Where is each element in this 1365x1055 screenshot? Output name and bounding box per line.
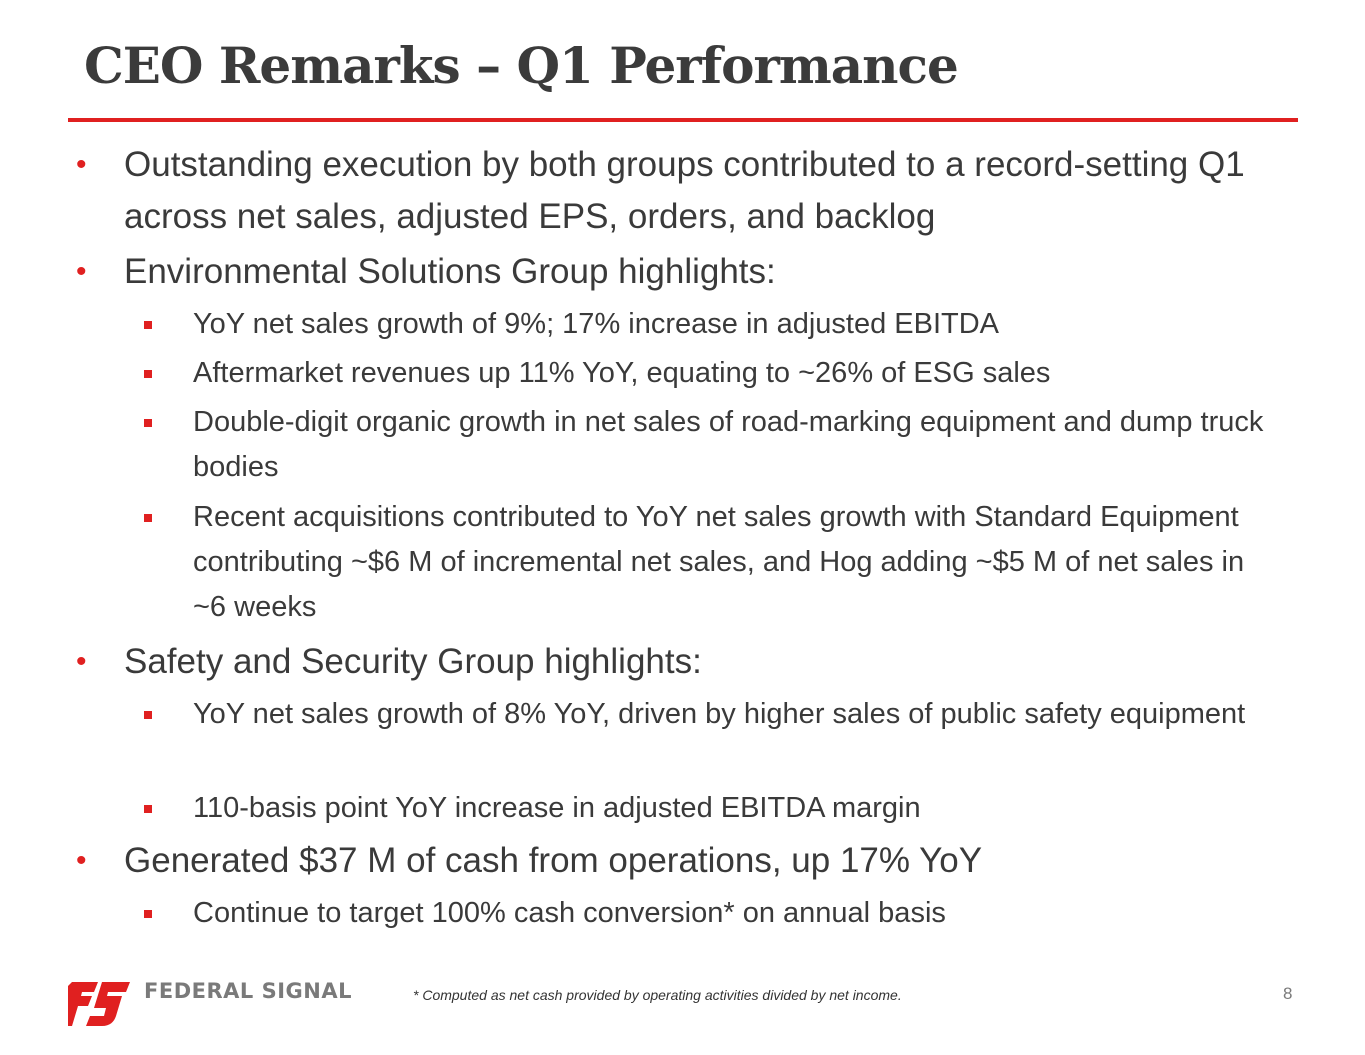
- sub-bullet-text: Double-digit organic growth in net sales of road-marking equipment and dump truck bodies: [193, 406, 1264, 483]
- sub-bullet-text: YoY net sales growth of 8% YoY, driven by higher sales of public safety equipment: [193, 698, 1246, 730]
- sub-bullet-text: YoY net sales growth of 9%; 17% increase in adjusted EBITDA: [193, 308, 1000, 340]
- sub-bullet-item: [193, 302, 1283, 347]
- bullet-dot-icon: •: [76, 255, 87, 288]
- sub-bullet-text: Continue to target 100% cash conversion* on annual basis: [193, 897, 946, 929]
- sub-bullet-item: [193, 786, 1283, 831]
- slide-title: CEO Remarks – Q1 Performance: [84, 36, 958, 95]
- bullet-dot-icon: •: [76, 844, 87, 877]
- bullet-dot-icon: •: [76, 645, 87, 678]
- square-bullet-icon: [144, 370, 152, 378]
- sub-bullet-text: Aftermarket revenues up 11% YoY, equating to ~26% of ESG sales: [193, 357, 1051, 389]
- bullet-item: [76, 139, 1264, 243]
- bullet-text: Safety and Security Group highlights:: [124, 642, 702, 681]
- bullet-text: Generated $37 M of cash from operations, up 17% YoY: [124, 841, 983, 880]
- bullet-text: Outstanding execution by both groups contributed to a record-setting Q1 across net sales, adjusted EPS, orders, and backlog: [124, 145, 1245, 236]
- square-bullet-icon: [144, 514, 152, 522]
- sub-bullet-item: [193, 692, 1283, 737]
- sub-bullet-text: Recent acquisitions contributed to YoY net sales growth with Standard Equipment contributing ~$6 M of incremental net sales, and Hog adding ~$5 M of net sales in ~6 weeks: [193, 501, 1245, 623]
- sub-bullet-item: [193, 351, 1283, 396]
- square-bullet-icon: [144, 711, 152, 719]
- square-bullet-icon: [144, 419, 152, 427]
- sub-bullet-text: 110-basis point YoY increase in adjusted EBITDA margin: [193, 792, 921, 824]
- bullet-item: [76, 835, 1264, 887]
- footnote: * Computed as net cash provided by operating activities divided by net income.: [413, 987, 902, 1003]
- square-bullet-icon: [144, 321, 152, 329]
- sub-bullet-item: [193, 400, 1283, 490]
- sub-bullet-item: [193, 891, 1283, 936]
- title-divider: [68, 118, 1298, 122]
- square-bullet-icon: [144, 910, 152, 918]
- bullet-item: [76, 636, 1264, 688]
- federal-signal-logo-mark-icon: [68, 972, 132, 1028]
- bullet-item: [76, 246, 1264, 298]
- logo-wordmark: FEDERAL SIGNAL: [144, 979, 352, 1003]
- company-logo: [68, 972, 358, 1028]
- sub-bullet-item: [193, 495, 1283, 630]
- bullet-text: Environmental Solutions Group highlights:: [124, 252, 776, 291]
- page-number: 8: [1283, 984, 1293, 1003]
- square-bullet-icon: [144, 805, 152, 813]
- bullet-dot-icon: •: [76, 148, 87, 181]
